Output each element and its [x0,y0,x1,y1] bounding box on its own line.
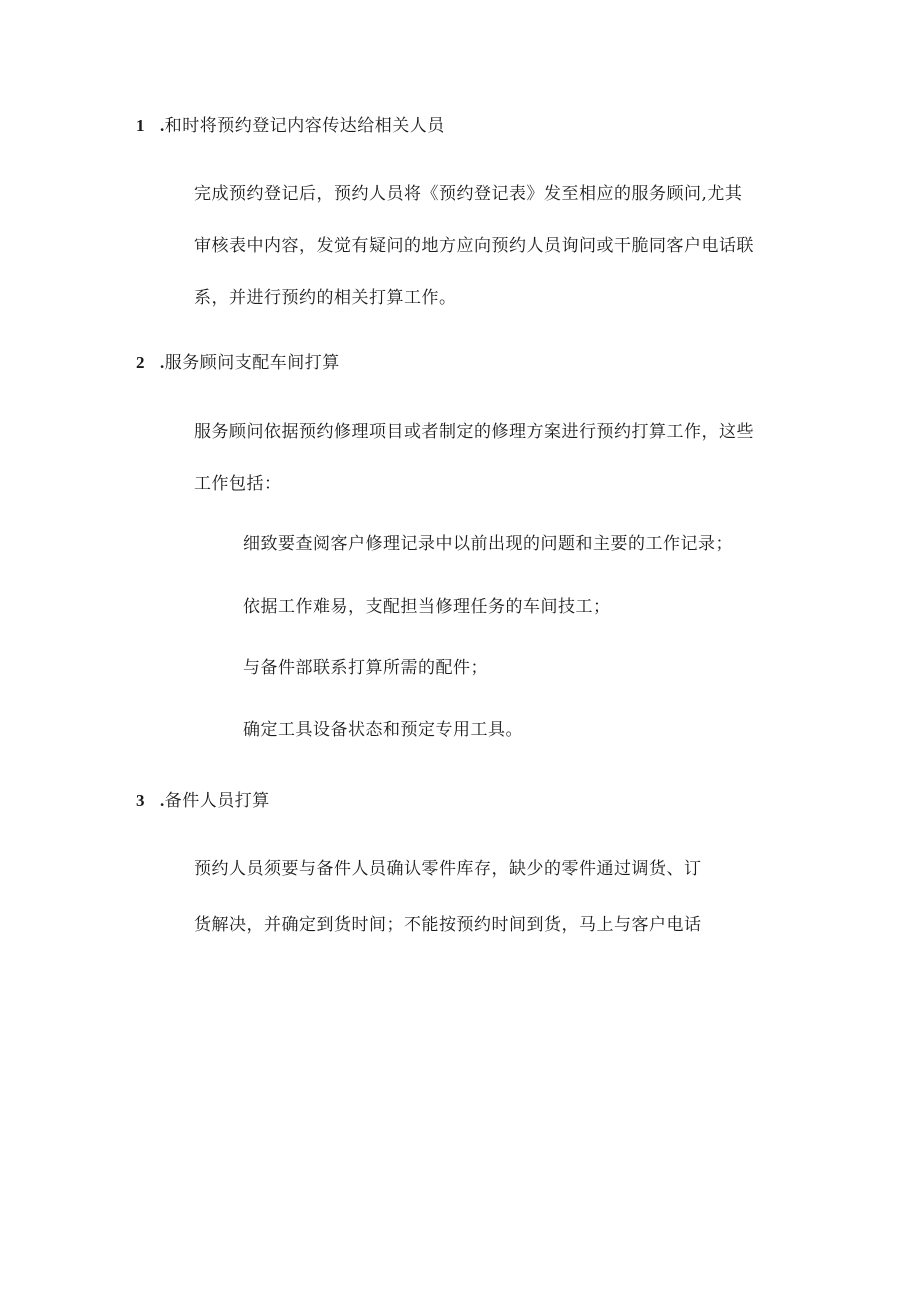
section-separator: . [160,791,165,810]
section-separator: . [160,116,165,135]
section-separator: . [160,353,165,372]
section-number: 1 [136,116,145,135]
section-title: 和时将预约登记内容传达给相关人员 [164,116,445,136]
section-2-paragraph-line: 工作包括： [194,474,282,494]
section-2-list-item: 依据工作难易，支配担当修理任务的车间技工； [243,597,611,617]
section-2-heading [136,351,340,375]
section-title: 备件人员打算 [164,791,270,811]
section-1-paragraph-line: 系，并进行预约的相关打算工作。 [194,288,457,308]
section-2-paragraph-line: 服务顾问依据预约修理项目或者制定的修理方案进行预约打算工作，这些 [194,422,754,442]
section-2-list-item: 细致要查阅客户修理记录中以前出现的问题和主要的工作记录； [243,534,733,554]
section-3-paragraph-line: 预约人员须要与备件人员确认零件库存，缺少的零件通过调货、订 [194,859,702,879]
section-number: 2 [136,353,145,372]
section-number: 3 [136,791,145,810]
section-3-heading [136,789,270,813]
section-2-list-item: 与备件部联系打算所需的配件； [243,658,488,678]
section-1-paragraph-line: 完成预约登记后，预约人员将《预约登记表》发至相应的服务顾问,尤其 [194,184,743,204]
section-2-list-item: 确定工具设备状态和预定专用工具。 [243,720,523,740]
section-3-paragraph-line: 货解决，并确定到货时间；不能按预约时间到货，马上与客户电话 [194,915,702,935]
section-1-paragraph-line: 审核表中内容，发觉有疑问的地方应向预约人员询问或干脆同客户电话联 [194,236,754,256]
section-1-heading [136,114,445,138]
section-title: 服务顾问支配车间打算 [164,353,340,373]
